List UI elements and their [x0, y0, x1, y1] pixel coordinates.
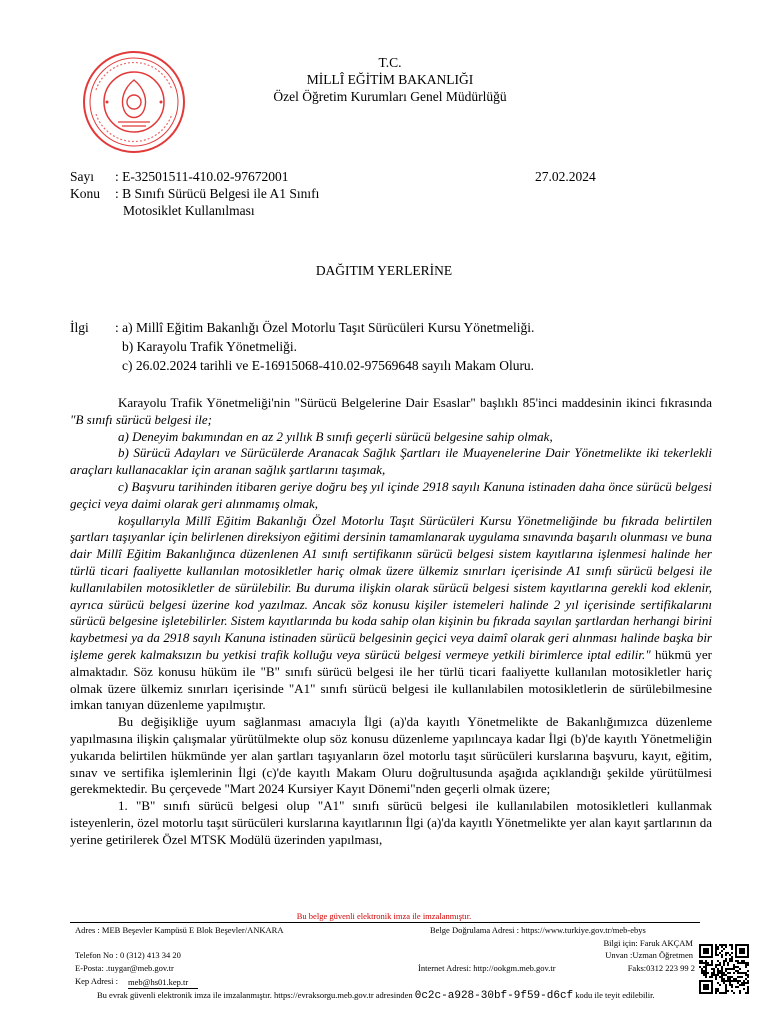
ilgi-c: c) 26.02.2024 tarihli ve E-16915068-410.02-97569648 sayılı Makam Oluru.	[122, 358, 535, 373]
footer-website: İnternet Adresi: http://ookgm.meb.gov.tr	[418, 963, 556, 973]
verification-pre: Bu evrak güvenli elektronik imza ile imzalanmıştır. https://evraksorgu.meb.gov.tr adresinden	[97, 990, 413, 1000]
qr-code-icon	[699, 944, 749, 994]
footer-kep-value: meb@hs01.kep.tr	[128, 977, 189, 987]
kep-underline	[128, 988, 198, 989]
document-date: 27.02.2024	[535, 169, 596, 184]
paragraph-1-text: Karayolu Trafik Yönetmeliği'nin "Sürücü Belgelerine Dair Esaslar" başlıklı 85'inci maddesinin ikinci fıkrasında	[118, 395, 712, 410]
header-directorate: Özel Öğretim Kurumları Genel Müdürlüğü	[273, 89, 507, 104]
esign-notice: Bu belge güvenli elektronik imza ile imzalanmıştır.	[296, 911, 472, 921]
condition-c: c) Başvuru tarihinden itibaren geriye doğru beş yıl içinde 2918 sayılı Kanuna istinaden daha önce sürücü belgesi geçici veya daimi olarak geri alınmamış olmak,	[70, 478, 712, 511]
paragraph-2: Bu değişikliğe uyum sağlanması amacıyla İlgi (a)'da kayıtlı Yönetmelikte de Bakanlığımızca düzenleme yapılmasına ilişkin çalışmalar yürütülmekte olup söz konusu düzenleme yapılıncaya kadar İlgi (b)'de kayıtlı Yönetmeliğin yukarıda belirtilen hükmünde yer alan şartları taşıyanların özel motorlu taşıt sürücüleri kurslarına başvuru, kayıt, eğitim, sınav ve sertifika işlemlerinin İlgi (c)'de kayıtlı Makam Oluru doğrultusunda aşağıda açıklandığı şekilde yürütülmesi gerekmektedir. Bu çerçevede "Mart 2024 Kursiyer Kayıt Dönemi"nden geçerli olmak üzere;	[70, 714, 712, 797]
ilgi-b: b) Karayolu Trafik Yönetmeliği.	[122, 339, 297, 354]
footer-fax: Faks:0312 223 99 2	[627, 963, 695, 973]
footer-verify-address: Belge Doğrulama Adresi : https://www.turkiye.gov.tr/meb-ebys	[430, 925, 646, 935]
letter-body	[70, 395, 712, 849]
konu-label: Konu	[70, 186, 100, 201]
footer-verification-line	[97, 990, 655, 1002]
sayi-label: Sayı	[70, 169, 95, 184]
distribution-heading: DAĞITIM YERLERİNE	[315, 263, 453, 278]
provision-quote: koşullarıyla Millî Eğitim Bakanlığı Özel Motorlu Taşıt Sürücüleri Kursu Yönetmeliğinde bu fıkrada belirtilen şartları taşıyanlar için belirlenen direksiyon eğitimi dersinin tamamlanarak uygulama sınavında başarılı olunması ve buna dair Millî Eğitim Bakanlığınca düzenlenen A1 sınıfı sertifikanın sürücü belgesi sistem kayıtlarına işlenmesi halinde her türlü ticari faaliyette kullanılan motosikletler hariç olmak üzere ülkemiz sınırları içerisinde A1 sınıfı sürücü belgesi ile kullanılabilen motosikletler de sürülebilir. Bu duruma ilişkin olarak sürücü belgesi sistem kayıtlarına gerekli kod eklenir, ayrıca sürücü belgesi üzerine kod yazılmaz. Ancak söz konusu kişiler istemeleri halinde 2 yıl içerisinde sertifikalarını sürücü belgesine işletebilirler. Sistem kayıtlarında bu koda sahip olan kişinin bu fıkrada sayılan şartlardan herhangi birini kaybetmesi ya da 2918 sayılı Kanuna istinaden sürücü belgesinin geçici veya daimî olarak geri alınması halinde başka bir işleme gerek kalmaksızın bu yetkisi trafik kolluğu veya sürücü belgesi vermeye yetkili birimlerce iptal edilir."	[70, 512, 712, 662]
provision-text: hükmü yer almaktadır. Söz konusu hüküm ile "B" sınıfı sürücü belgesi ile her türlü ticari faaliyette kullanılan motosikletler hariç olmak üzere ülkemiz sınırları içerisinde "A1" sınıfı sürücü belgesi ile kullanılabilen motosikletlerin de sürülebilmesine imkan tanıyan düzenleme yapılmıştır.	[70, 646, 712, 713]
sayi-value: : E-32501511-410.02-97672001	[115, 169, 289, 184]
paragraph-1-quote: "B sınıfı sürücü belgesi ile;	[70, 411, 212, 427]
konu-value-line1: : B Sınıfı Sürücü Belgesi ile A1 Sınıfı	[115, 186, 320, 201]
footer-title: Unvan :Uzman Öğretmen	[605, 950, 693, 960]
footer-email: E-Posta: .tuygar@meb.gov.tr	[75, 963, 174, 973]
footer-phone: Telefon No : 0 (312) 413 34 20	[75, 950, 181, 960]
condition-b: b) Sürücü Adayları ve Sürücülerde Aranacak Sağlık Şartları ile Muayenelerine Dair Yönetmelikte iki tekerlekli araçları kullanacaklar için aranan sağlık şartlarını taşımak,	[70, 445, 712, 478]
paragraph-provision	[70, 513, 712, 715]
footer-kep-label: Kep Adresi :	[75, 976, 118, 986]
konu-value-line2: Motosiklet Kullanılması	[123, 203, 255, 218]
ministry-seal-logo	[82, 50, 186, 154]
condition-a: a) Deneyim bakımından en az 2 yıllık B sınıfı geçerli sürücü belgesine sahip olmak,	[118, 428, 553, 444]
footer-address: Adres : MEB Beşevler Kampüsü E Blok Beşevler/ANKARA	[75, 925, 284, 935]
verification-post: kodu ile teyit edilebilir.	[575, 990, 655, 1000]
header-tc: T.C.	[378, 55, 402, 70]
verification-code: 0c2c-a928-30bf-9f59-d6cf	[414, 990, 574, 1002]
ilgi-label: İlgi	[70, 320, 89, 335]
paragraph-1	[70, 395, 712, 429]
footer-divider	[70, 922, 700, 923]
header-ministry: MİLLÎ EĞİTİM BAKANLIĞI	[306, 72, 474, 87]
paragraph-3: 1. "B" sınıfı sürücü belgesi olup "A1" sınıfı sürücü belgesi ile kullanılabilen motosikletleri kullanmak isteyenlerin, özel motorlu taşıt sürücüleri kurslarına kayıtlarının İlgi (a)'da kayıtlı Yönetmelikte yer alan kayıt şartlarının da yerine getirilerek Özel MTSK Modülü üzerinden yapılması,	[70, 798, 712, 847]
ilgi-a: : a) Millî Eğitim Bakanlığı Özel Motorlu Taşıt Sürücüleri Kursu Yönetmeliği.	[115, 320, 535, 335]
footer-contact-person: Bilgi için: Faruk AKÇAM	[603, 938, 693, 948]
